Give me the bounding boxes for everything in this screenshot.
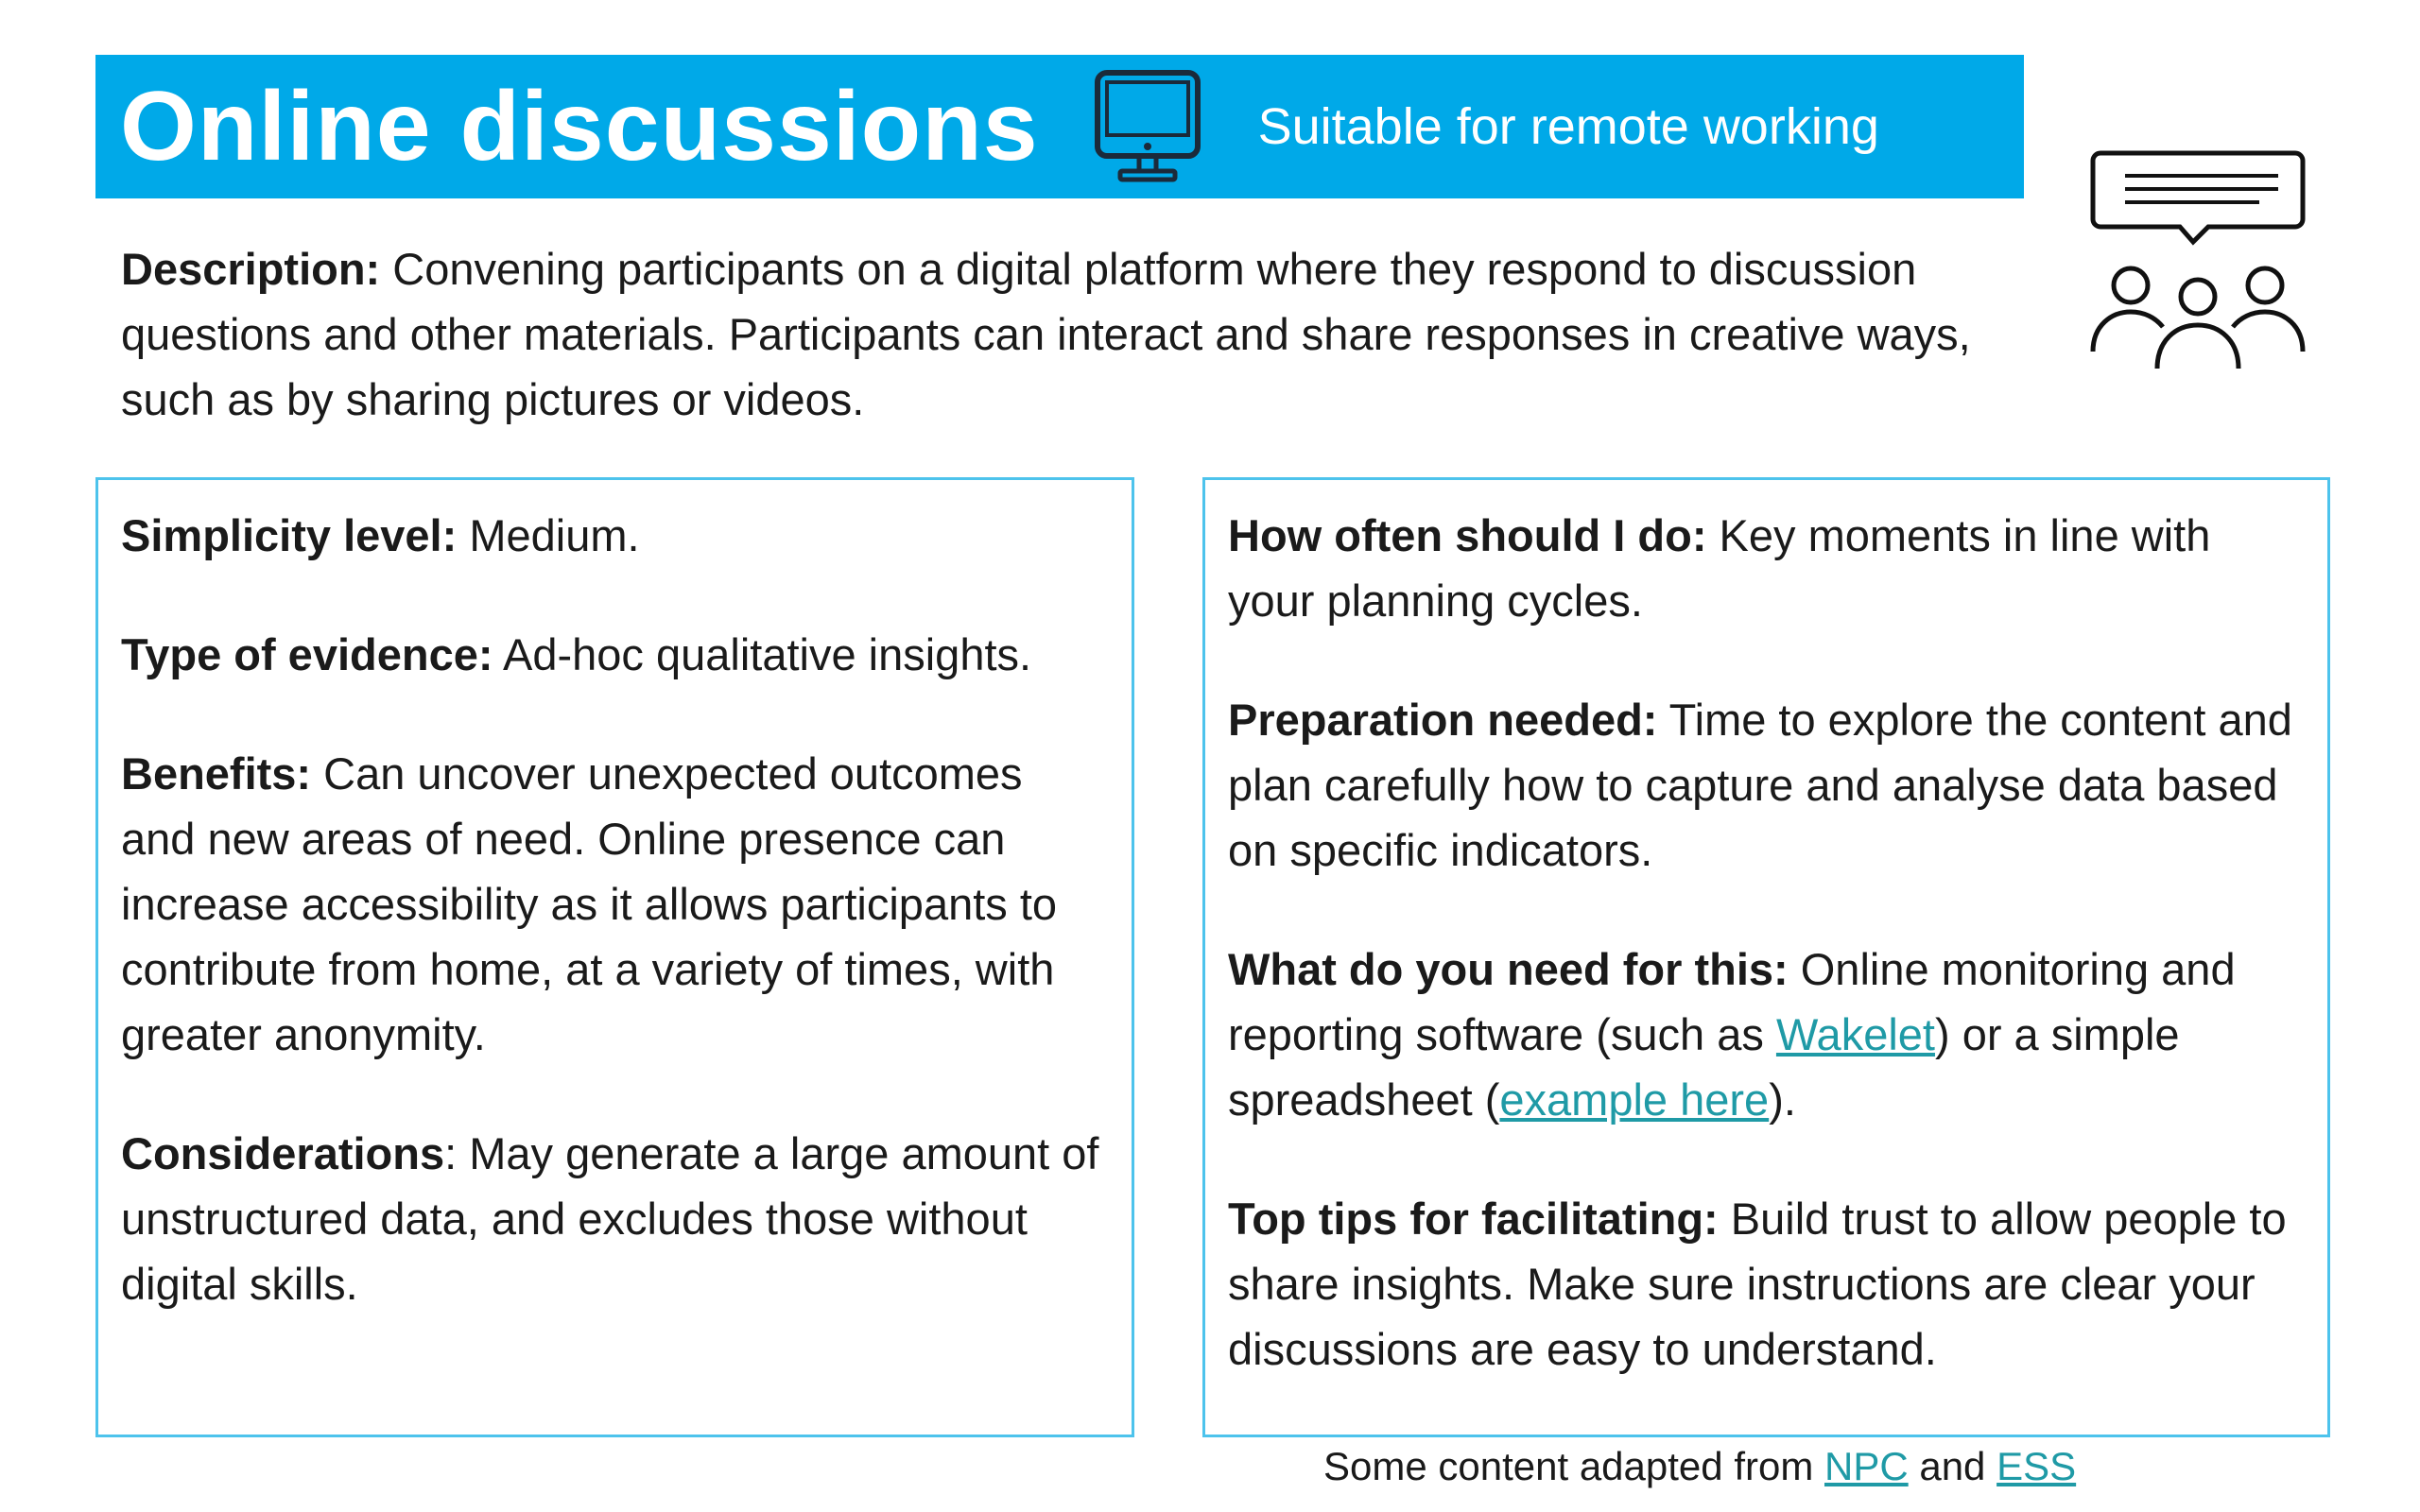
top-tips <box>1228 1186 2305 1382</box>
description-text: Convening participants on a digital platform where they respond to discussion questions and other materials. Participants can interact and share responses in creative ways, such as by sharing pictures or videos. <box>121 244 1971 424</box>
simplicity-level <box>121 503 1109 568</box>
description-label: Description: <box>121 244 381 294</box>
benefits-label: Benefits: <box>121 748 312 799</box>
considerations-text: : May generate a large amount of unstructured data, and excludes those without digital skills. <box>121 1128 1099 1309</box>
frequency-label: How often should I do: <box>1228 510 1707 560</box>
preparation-label: Preparation needed: <box>1228 695 1658 745</box>
needs-label: What do you need for this: <box>1228 944 1789 994</box>
npc-link[interactable]: NPC <box>1824 1444 1909 1488</box>
needs-text-2: ) or a simple spreadsheet ( <box>1228 1009 2180 1125</box>
benefits-text: Can uncover unexpected outcomes and new areas of need. Online presence can increase accessibility as it allows participants to contribute from home, at a variety of times, with greater anonymity. <box>121 748 1058 1059</box>
simplicity-text: Medium. <box>457 510 640 560</box>
left-panel <box>95 477 1134 1437</box>
simplicity-label: Simplicity level: <box>121 510 458 560</box>
tips-label: Top tips for facilitating: <box>1228 1194 1719 1244</box>
how-often <box>1228 503 2305 633</box>
example-here-link[interactable]: example here <box>1499 1074 1770 1125</box>
needs-text-3: ). <box>1769 1074 1796 1125</box>
discussion-group-icon <box>2089 147 2307 372</box>
what-do-you-need <box>1228 936 2305 1132</box>
tips-text: Build trust to allow people to share insights. Make sure instructions are clear your discussions are easy to understand. <box>1228 1194 2287 1374</box>
description <box>121 236 2012 432</box>
evidence-label: Type of evidence: <box>121 629 493 679</box>
monitor-icon <box>1092 67 1203 186</box>
considerations <box>121 1121 1109 1316</box>
title-banner <box>95 55 2024 198</box>
preparation-needed <box>1228 687 2305 883</box>
considerations-label: Considerations <box>121 1128 445 1178</box>
banner-subtitle: Suitable for remote working <box>1257 98 1879 155</box>
footer-text-1: Some content adapted from <box>1323 1444 1824 1488</box>
footer-attribution <box>1323 1444 2076 1489</box>
right-panel <box>1202 477 2330 1437</box>
preparation-text: Time to explore the content and plan carefully how to capture and analyse data based on specific indicators. <box>1228 695 2292 875</box>
type-of-evidence <box>121 622 1109 687</box>
evidence-text: Ad-hoc qualitative insights. <box>493 629 1032 679</box>
needs-text-1: Online monitoring and reporting software (such as <box>1228 944 2236 1059</box>
frequency-text: Key moments in line with your planning cycles. <box>1228 510 2211 626</box>
page-title: Online discussions <box>120 71 1039 181</box>
wakelet-link[interactable]: Wakelet <box>1775 1009 1935 1059</box>
benefits <box>121 741 1109 1067</box>
ess-link[interactable]: ESS <box>1996 1444 2077 1488</box>
footer-text-2: and <box>1908 1444 1997 1488</box>
